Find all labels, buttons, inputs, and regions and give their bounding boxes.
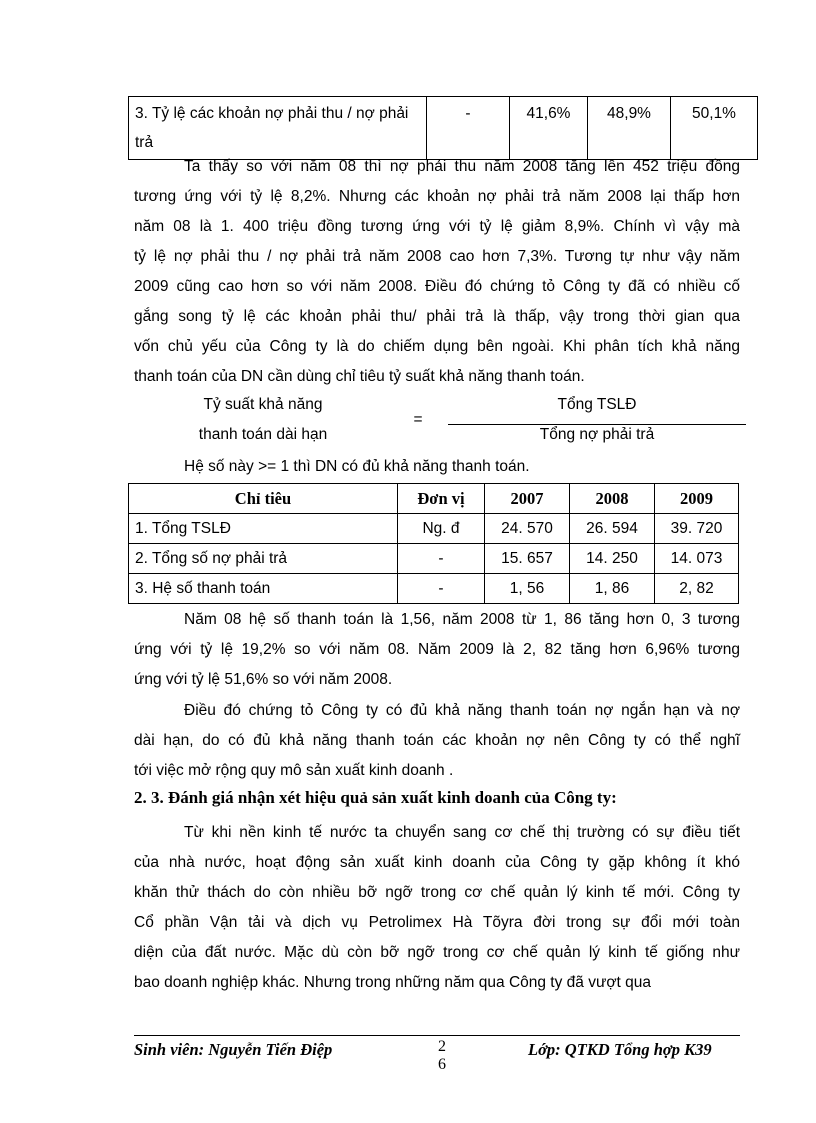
table-header-row xyxy=(129,484,739,514)
text-line: bao doanh nghiệp khác. Nhưng trong những năm qua Công ty đã vượt qua xyxy=(134,974,651,991)
page-number xyxy=(432,1038,452,1074)
table-row xyxy=(129,544,739,574)
table-cell: 39. 720 xyxy=(655,514,739,544)
text-line: tới việc mở rộng quy mô sản xuất kinh doanh . xyxy=(134,762,454,779)
table-cell: 1, 56 xyxy=(485,574,570,604)
page-number-line2: 6 xyxy=(438,1056,446,1073)
text-line: 2009 cũng cao hơn so với năm 2008. Điều đó chứng tỏ Công ty đã có nhiều cố xyxy=(134,278,740,295)
table-cell: 2, 82 xyxy=(655,574,739,604)
table-row xyxy=(129,514,739,544)
text-line: Năm 08 hệ số thanh toán là 1,56, năm 2008 từ 1, 86 tăng hơn 0, 3 tương xyxy=(184,611,740,628)
receivable-payable-ratio-table xyxy=(128,96,758,160)
text-line: năm 08 là 1. 400 triệu đồng tương ứng với tỷ lệ giảm 8,9%. Chính vì vậy mà xyxy=(134,218,740,235)
column-header: Chỉ tiêu xyxy=(129,484,398,514)
text-line: tỷ lệ nợ phải thu / nợ phải trả năm 2008 cao hơn 7,3%. Tương tự như vậy năm xyxy=(134,248,740,265)
section-heading: 2. 3. Đánh giá nhận xét hiệu quả sản xuất kinh doanh của Công ty: xyxy=(134,788,617,807)
formula-denominator: Tổng nợ phải trả xyxy=(539,426,655,443)
text-line: Ta thấy so với năm 08 thì nợ phải thu năm 2008 tăng lên 452 triệu đồng xyxy=(184,158,740,175)
table-cell: 41,6% xyxy=(510,97,588,160)
table-row xyxy=(129,97,758,160)
text-line: thanh toán của DN cần dùng chỉ tiêu tỷ suất khả năng thanh toán. xyxy=(134,368,585,385)
table-cell: 2. Tổng số nợ phải trả xyxy=(129,544,398,574)
column-header: 2009 xyxy=(655,484,739,514)
fraction-bar xyxy=(448,424,746,425)
table-cell: 14. 073 xyxy=(655,544,739,574)
text-line: Từ khi nền kinh tế nước ta chuyển sang cơ chế thị trường có sự điều tiết xyxy=(184,824,740,841)
table-cell: Ng. đ xyxy=(398,514,485,544)
footer-class: Lớp: QTKD Tổng hợp K39 xyxy=(528,1040,712,1059)
text-line: ứng với tỷ lệ 19,2% so với năm 08. Năm 2009 là 2, 82 tăng hơn 6,96% tương xyxy=(134,641,740,658)
table-cell: 26. 594 xyxy=(570,514,655,544)
text-line: vốn chủ yếu của Công ty là do chiếm dụng bên ngoài. Khi phân tích khả năng xyxy=(134,338,740,355)
table-cell: 1, 86 xyxy=(570,574,655,604)
column-header: Đơn vị xyxy=(398,484,485,514)
table-cell: 48,9% xyxy=(588,97,671,160)
formula-numerator: Tổng TSLĐ xyxy=(557,396,637,413)
footer-student: Sinh viên: Nguyễn Tiến Điệp xyxy=(134,1040,333,1059)
formula-label-line1: Tỷ suất khả năng xyxy=(203,396,323,413)
table-cell: - xyxy=(398,544,485,574)
column-header: 2008 xyxy=(570,484,655,514)
equals-sign: = xyxy=(413,411,423,428)
table-cell: 14. 250 xyxy=(570,544,655,574)
table-cell: 15. 657 xyxy=(485,544,570,574)
text-line: tương ứng với tỷ lệ 8,2%. Nhưng các khoản nợ phải trả năm 2008 lại thấp hơn xyxy=(134,188,740,205)
text-line: diện của đất nước. Mặc dù còn bỡ ngỡ trong cơ chế quản lý kinh tế giống như xyxy=(134,944,740,961)
table-cell: 1. Tổng TSLĐ xyxy=(129,514,398,544)
text-line: dài hạn, do có đủ khả năng thanh toán các khoản nợ nên Công ty có thể nghĩ xyxy=(134,732,740,749)
text-line: của nhà nước, hoạt động sản xuất kinh doanh của Công ty gặp không ít khó xyxy=(134,854,740,871)
formula-label-line2: thanh toán dài hạn xyxy=(198,426,328,443)
text-line: Cổ phần Vận tải và dịch vụ Petrolimex Hà Tõyra đời trong sự đổi mới toàn xyxy=(134,914,740,931)
solvency-table xyxy=(128,483,739,604)
footer-divider xyxy=(134,1035,740,1036)
table-cell: 3. Hệ số thanh toán xyxy=(129,574,398,604)
column-header: 2007 xyxy=(485,484,570,514)
table-cell: 3. Tỷ lệ các khoản nợ phải thu / nợ phải trả xyxy=(129,97,427,160)
text-line: ứng với tỷ lệ 51,6% so với năm 2008. xyxy=(134,671,393,688)
table-row xyxy=(129,574,739,604)
text-line: Điều đó chứng tỏ Công ty có đủ khả năng thanh toán nợ ngắn hạn và nợ xyxy=(184,702,740,719)
table-cell: 24. 570 xyxy=(485,514,570,544)
text-line: gắng song tỷ lệ các khoản phải thu/ phải trả là thấp, vậy trong thời gian qua xyxy=(134,308,740,325)
table-cell: - xyxy=(427,97,510,160)
page-number-line1: 2 xyxy=(438,1038,446,1055)
formula-note: Hệ số này >= 1 thì DN có đủ khả năng thanh toán. xyxy=(184,458,530,475)
table-cell: - xyxy=(398,574,485,604)
text-line: khăn thử thách do còn nhiều bỡ ngỡ trong cơ chế quản lý kinh tế mới. Công ty xyxy=(134,884,740,901)
table-cell: 50,1% xyxy=(671,97,758,160)
